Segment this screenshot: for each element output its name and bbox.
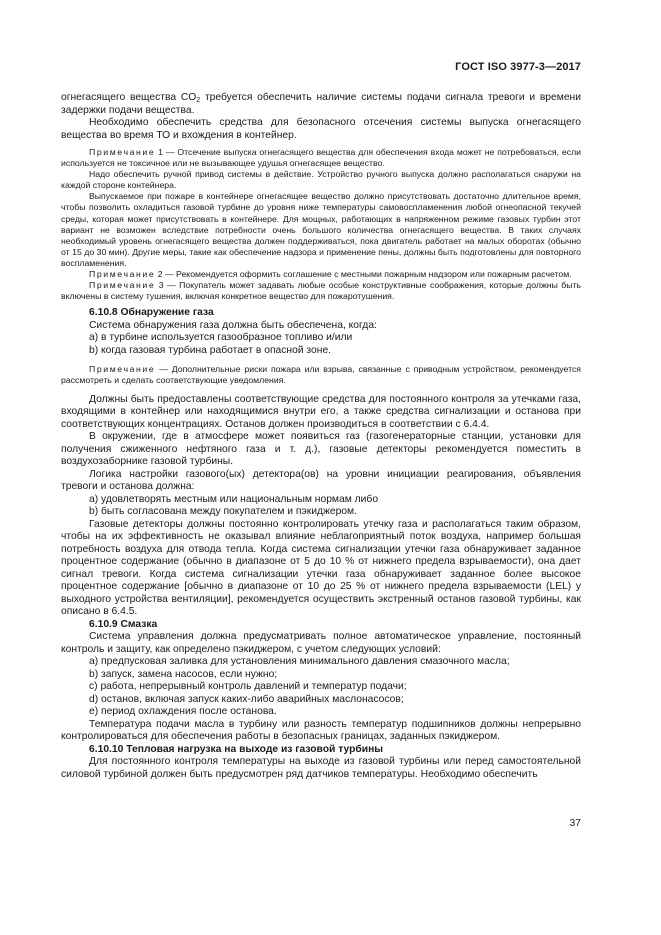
list-item: c) работа, непрерывный контроль давлений и температур подачи;: [89, 681, 407, 692]
note-1: [61, 147, 581, 169]
page-content: [61, 92, 581, 781]
note-1-duration: Выпускаемое при пожаре в контейнере огнегасящее вещество должно присутствовать достаточно длительное время, чтобы позволить охладиться газовой турбине до уровня ниже температуры самовоспламенения любой огнеопасной текучей среды, которая может присутствовать в контейнере. Для мощных, работающих в напряженном режиме газовых турбин этот вариант не возможен вследствие потребности очень большого количества огнегасящего вещества. В таких случаях необходимый уровень огнегасящего вещества должен поддерживаться, пока двигатель работает на малых оборотах (обычно от 15 до 30 мин). Другие меры, такие как обеспечение надзора и применение пены, должны быть подготовлены для повторного воспламенения.: [61, 191, 581, 268]
paragraph-detectors: Газовые детекторы должны постоянно контролировать утечку газа и располагаться таким образом, чтобы на их эффективность не оказывал влияние неблагоприятный поток воздуха, например большая потребность воздуха для отвода тепла. Когда система сигнализации утечки газа обнаруживает заданное процентное содержание (обычно в диапазоне от 5 до 10 % от нижнего предела взрываемости), она дает сигнал тревоги. Когда система сигнализации утечки газа обнаруживает заданное более высокое процентное содержание [обычно в диапазоне от 10 до 25 % от нижнего предела взрываемости (LEL) у выходного устройства вентиляции], рекомендуется осуществить экстренный останов газовой турбины, как описано в 6.4.5.: [61, 518, 581, 617]
paragraph-monitoring: Должны быть предоставлены соответствующие средства для постоянного контроля за утечками газа, входящими в контейнер или находящимися внутри его, а также средства сигнализации и останова при соответствующих концентрациях. Останов должен производиться в соответствии с 6.4.4.: [61, 393, 581, 430]
list-item: a) удовлетворять местным или национальным нормам либо: [89, 493, 379, 505]
note-text: 3 — Покупатель может задавать любые особые конструктивные соображения, которые должны быть включены в систему тушения, включая конкретное вещество для пожаротушения.: [61, 280, 581, 302]
paragraph-detector-logic: Логика настройки газового(ых) детектора(ов) на уровни инициации реагирования, объявления тревоги и останова должна:: [61, 468, 581, 492]
note-label: Примечание: [89, 269, 156, 280]
list-item: a) в турбине используется газообразное топливо и/или: [89, 332, 353, 344]
list-item: b) быть согласована между покупателем и пэкиджером.: [89, 506, 357, 517]
paragraph-exhaust-temperature: Для постоянного контроля температуры на выходе из газовой турбины или перед самостоятельной силовой турбиной должен быть предусмотрен ряд датчиков температуры. Необходимо обеспечить: [61, 756, 581, 780]
section-heading-6-10-10: 6.10.10 Тепловая нагрузка на выходе из газовой турбины: [89, 743, 384, 755]
list-item: d) останов, включая запуск каких-либо аварийных маслонасосов;: [89, 693, 404, 705]
paragraph-gas-detection: Система обнаружения газа должна быть обеспечена, когда:: [89, 319, 377, 331]
paragraph-lubrication: Система управления должна предусматривать полное автоматическое управление, постоянный контроль и защиту, как определено пэкиджером, с учетом следующих условий:: [61, 631, 581, 655]
list-item: b) когда газовая турбина работает в опасной зоне.: [89, 344, 332, 356]
page-number: 37: [569, 818, 581, 829]
note-2: [61, 269, 581, 280]
text-run: требуется обеспечить наличие системы подачи сигнала тревоги и времени задержки подачи вещества.: [61, 92, 581, 116]
list-item: b) запуск, замена насосов, если нужно;: [89, 668, 278, 680]
document-id: ГОСТ ISO 3977-3—2017: [455, 61, 581, 73]
paragraph-environment: В окружении, где в атмосфере может появиться газ (газогенераторные станции, установки для получения сжиженного нефтяного газа и т. д.), газовые детекторы рекомендуется поместить в воздухозаборнике газовой турбины.: [61, 431, 581, 467]
paragraph-shutoff: Необходимо обеспечить средства для безопасного отсечения системы выпуска огнегасящего вещества во время ТО и вхождения в контейнер.: [61, 117, 581, 141]
note-label: Примечание: [89, 280, 156, 291]
note-text: — Дополнительные риски пожара или взрыва, связанные с приводным устройством, рекомендуется рассмотреть и сделать соответствующие уведомления.: [61, 364, 581, 386]
note-label: Примечание: [89, 147, 156, 157]
list-item: a) предпусковая заливка для установления минимального давления смазочного масла;: [89, 656, 510, 667]
list-item: e) период охлаждения после останова.: [89, 706, 277, 717]
paragraph-oil-temperature: Температура подачи масла в турбину или разность температур подшипников должны непрерывно контролироваться для обеспечения работы в безопасных границах, заданных пэкиджером.: [61, 718, 581, 742]
paragraph-co2: [61, 92, 581, 117]
note-label: Примечание: [89, 364, 156, 375]
note-3: [61, 280, 581, 302]
note-4: [61, 364, 581, 386]
note-text: 1 — Отсечение выпуска огнегасящего вещества для обеспечения входа может не потребоваться, если используется не токсичное или не вызывающее удушья огнегасящее вещество.: [61, 147, 581, 169]
subscript: 2: [196, 97, 201, 104]
text-run: огнегасящего вещества CO: [61, 92, 197, 103]
note-1-manual-release: Надо обеспечить ручной привод системы в действие. Устройство ручного выпуска должно располагаться снаружи на каждой стороне контейнера.: [61, 169, 581, 191]
section-heading-6-10-9: 6.10.9 Смазка: [89, 618, 158, 630]
section-heading-6-10-8: 6.10.8 Обнаружение газа: [89, 307, 214, 319]
note-text: 2 — Рекомендуется оформить соглашение с местными пожарным надзором или пожарным расчетом.: [155, 269, 572, 280]
